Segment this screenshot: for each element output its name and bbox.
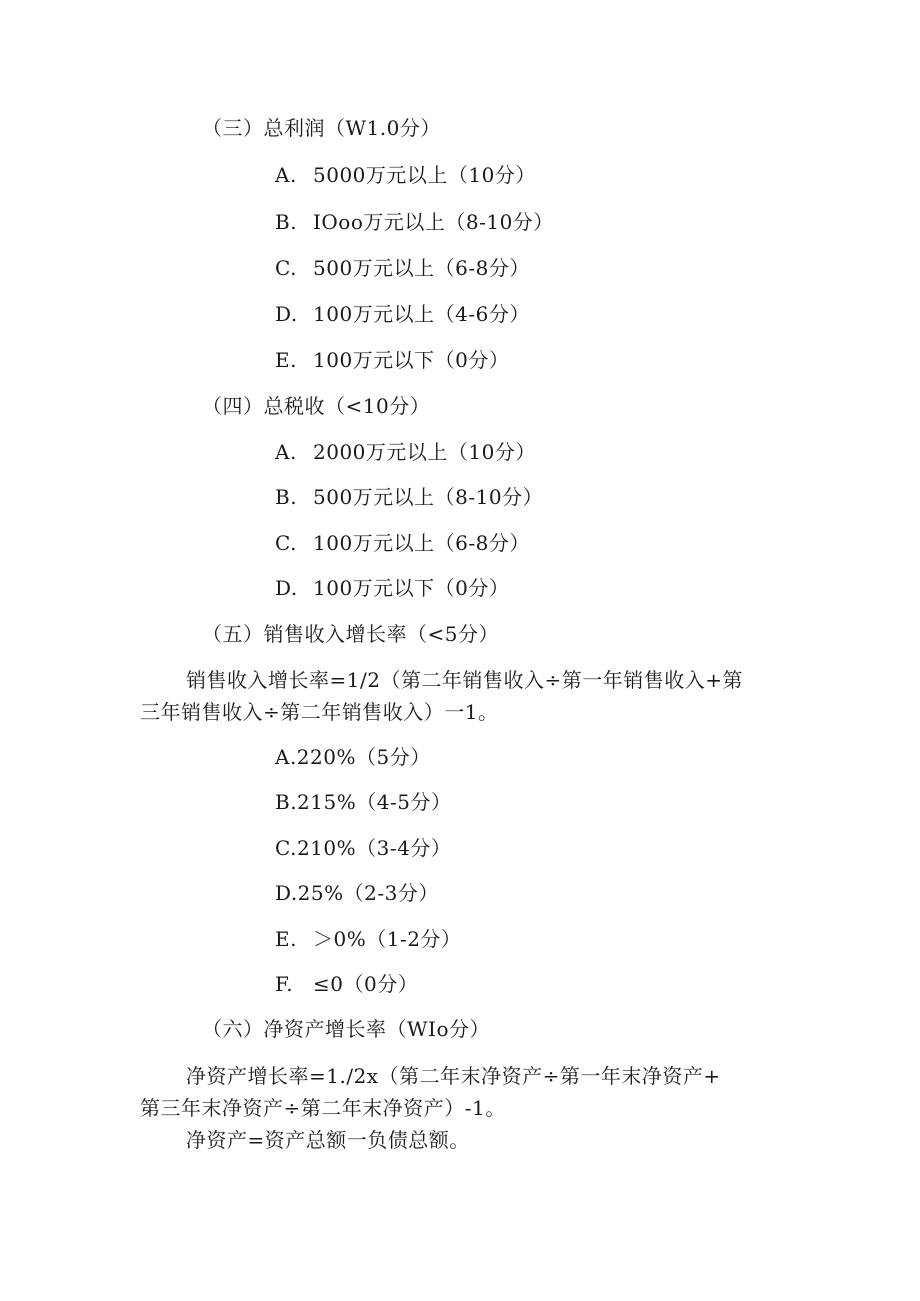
list-item: [275, 208, 554, 236]
option-text: 100万元以上（6-8分）: [313, 531, 530, 555]
option-letter: C.: [275, 256, 297, 280]
option-letter: D.: [275, 576, 298, 600]
formula-text: 净资产增长率=1./2x（第二年末净资产÷第一年末净资产+: [186, 1064, 721, 1088]
section-heading-sales-growth: （五）销售收入增长率（<5分）: [202, 622, 499, 646]
option-letter: A.: [275, 440, 297, 464]
option-letter: B.: [275, 485, 298, 509]
list-item: [275, 483, 543, 511]
list-item: C.210%（3-4分）: [275, 836, 452, 860]
option-text: ＞0%（1-2分）: [313, 927, 462, 951]
formula-text: 销售收入增长率=1/2（第二年销售收入÷第一年销售收入+第: [186, 668, 743, 692]
option-text: 500万元以上（6-8分）: [313, 256, 530, 280]
option-letter: C.: [275, 531, 297, 555]
list-item: [275, 574, 509, 602]
list-item: [275, 254, 530, 282]
list-item: [275, 970, 418, 998]
list-item: B.215%（4-5分）: [275, 790, 452, 814]
option-text: IOoo万元以上（8-10分）: [313, 210, 554, 234]
formula-text-continued: 第三年末净资产÷第二年末净资产）-1。: [140, 1096, 506, 1120]
option-letter: E.: [275, 348, 297, 372]
option-letter: B.: [275, 210, 298, 234]
list-item: [275, 300, 530, 328]
section-heading-total-profit: （三）总利润（W1.0分）: [202, 116, 441, 140]
list-item: [275, 529, 530, 557]
definition-text: 净资产=资产总额一负债总额。: [186, 1128, 470, 1152]
section-heading-total-tax: （四）总税收（<10分）: [202, 394, 431, 418]
formula-text-continued: 三年销售收入÷第二年销售收入）一1。: [140, 700, 499, 724]
option-letter: F.: [275, 972, 294, 996]
option-text: 500万元以上（8-10分）: [313, 485, 544, 509]
list-item: [275, 346, 509, 374]
option-text: 100万元以下（0分）: [313, 576, 510, 600]
list-item: [275, 925, 461, 953]
option-text: 100万元以下（0分）: [313, 348, 510, 372]
option-text: 5000万元以上（10分）: [313, 163, 536, 187]
list-item: [275, 438, 536, 466]
list-item: [275, 161, 536, 189]
option-text: ≤0（0分）: [313, 972, 419, 996]
option-letter: A.: [275, 163, 297, 187]
option-letter: D.: [275, 302, 298, 326]
option-text: 2000万元以上（10分）: [313, 440, 536, 464]
list-item: D.25%（2-3分）: [275, 881, 439, 905]
option-text: 100万元以上（4-6分）: [313, 302, 530, 326]
option-letter: E.: [275, 927, 297, 951]
list-item: A.220%（5分）: [275, 745, 431, 769]
section-heading-net-asset-growth: （六）净资产增长率（WIo分）: [202, 1017, 490, 1041]
